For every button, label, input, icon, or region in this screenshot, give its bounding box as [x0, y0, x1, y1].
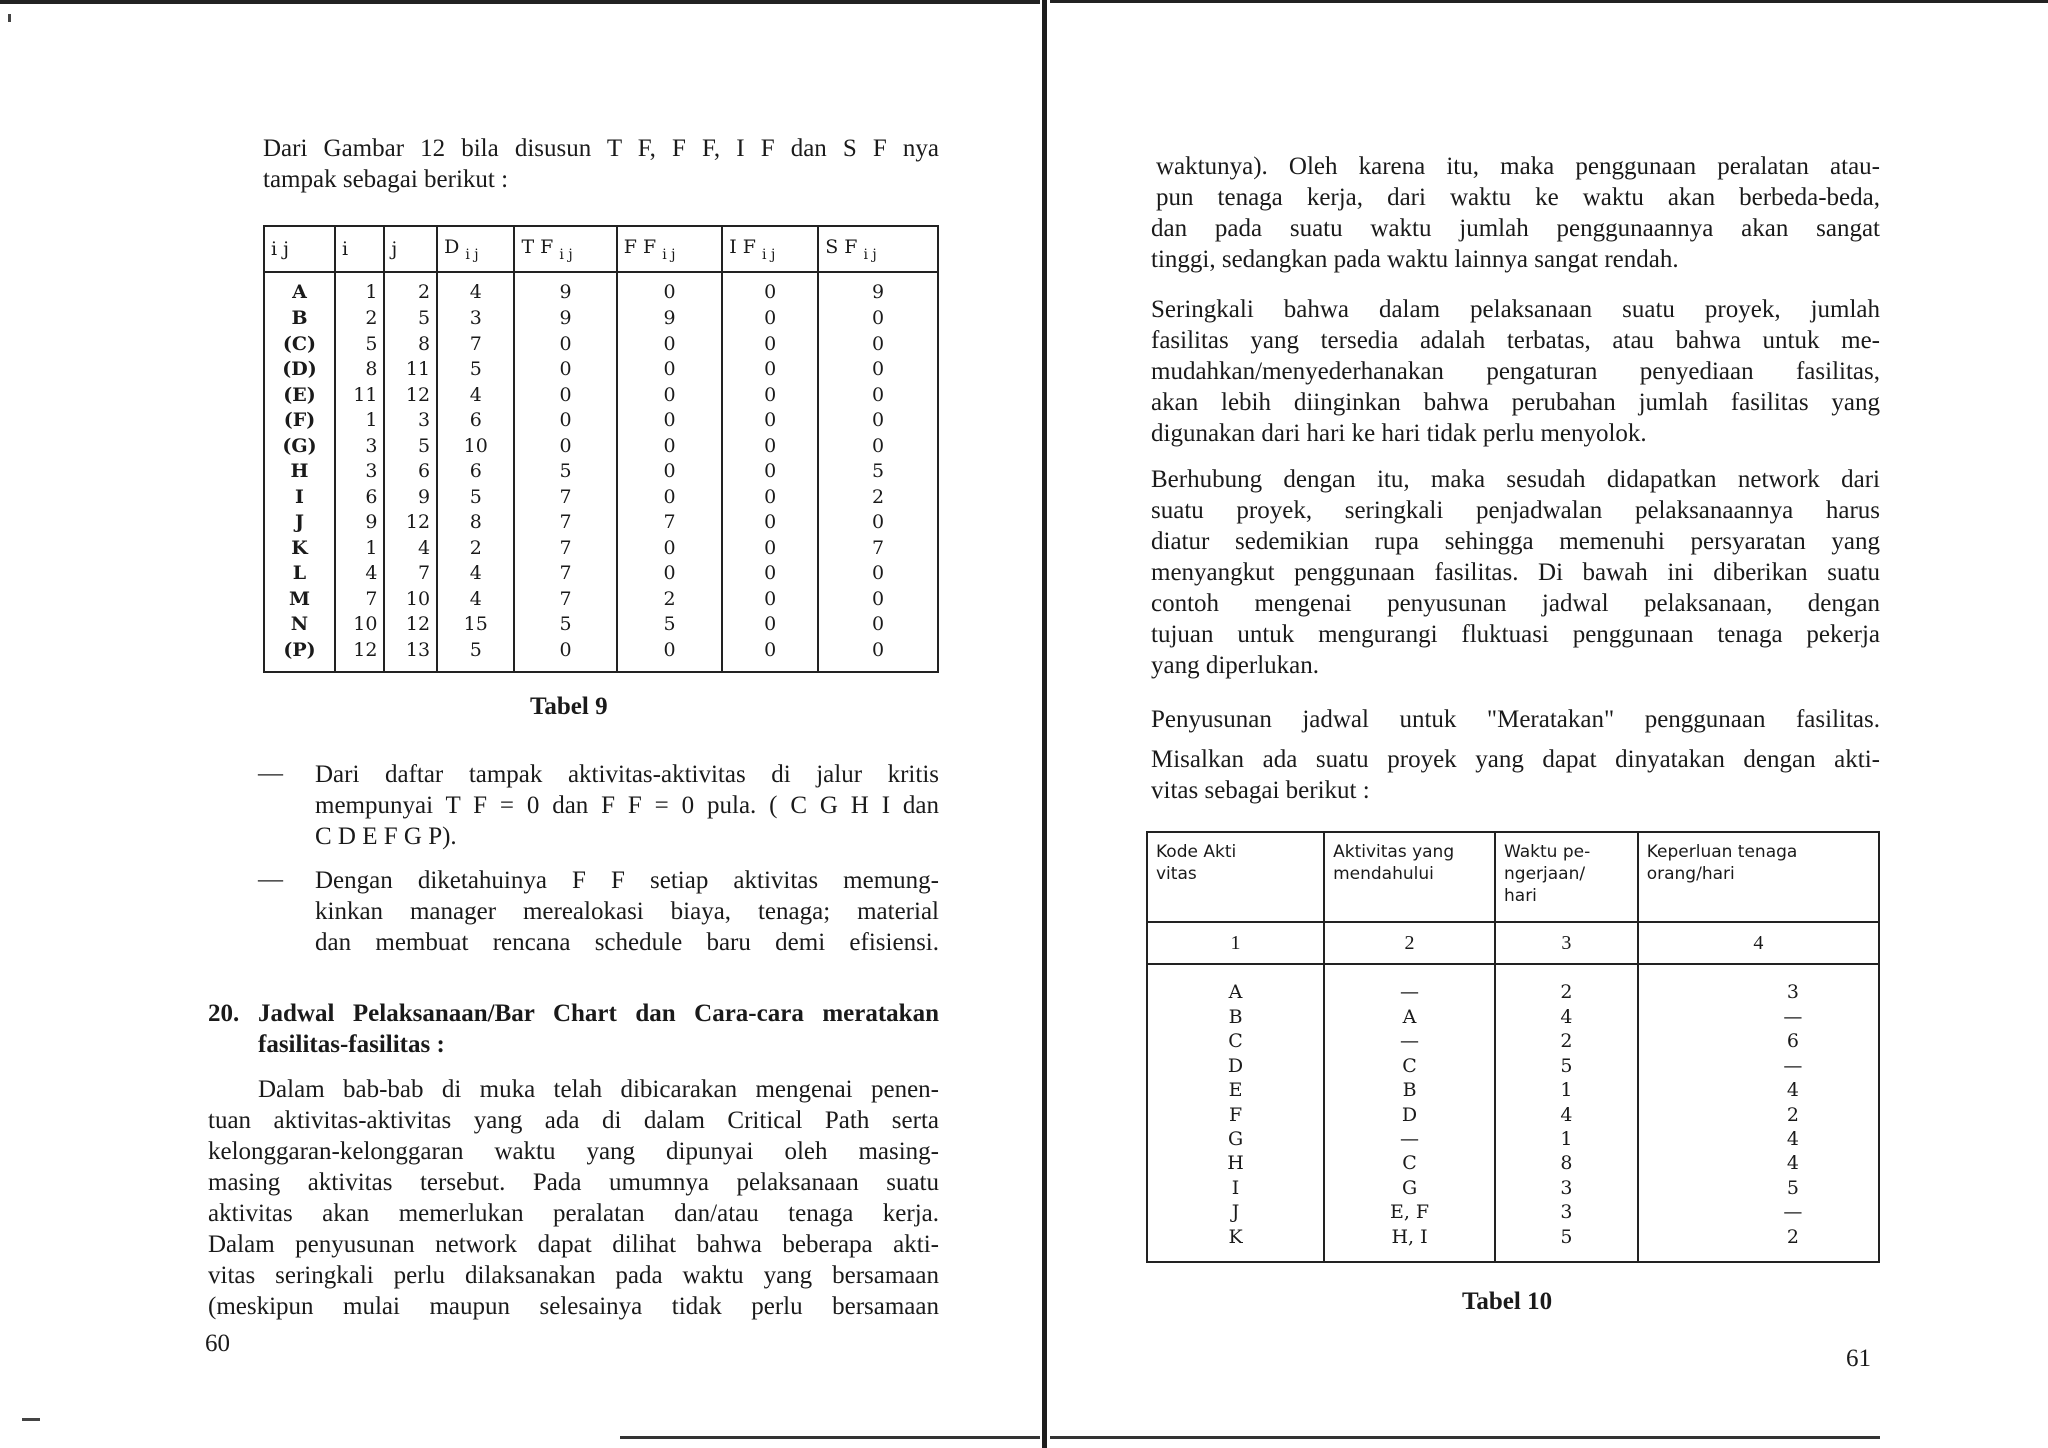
body-line: tuan aktivitas-aktivitas yang ada di dalam Critical Path serta	[208, 1107, 939, 1134]
table-cell: 0	[818, 435, 938, 461]
table-cell: 0	[818, 333, 938, 359]
table-cell: 2	[818, 486, 938, 512]
table-cell: 7	[514, 537, 616, 563]
table-cell: 2	[1495, 964, 1638, 1005]
table-cell: 3	[1638, 964, 1879, 1005]
table-row	[264, 409, 938, 435]
table-cell: 4	[437, 588, 514, 614]
table-cell: B	[264, 307, 335, 333]
table-cell: 0	[722, 272, 818, 307]
table-cell: 5	[514, 613, 616, 639]
body-line: Dalam bab-bab di muka telah dibicarakan mengenai penen-	[258, 1076, 939, 1103]
table-cell: 2	[437, 537, 514, 563]
bottom-edge-left	[620, 1436, 1040, 1439]
table-cell: G	[1324, 1176, 1495, 1200]
table-cell: A	[1324, 1005, 1495, 1029]
table-cell: 0	[722, 358, 818, 384]
table-cell: 5	[514, 460, 616, 486]
table-cell: A	[264, 272, 335, 307]
table-cell: 5	[1495, 1225, 1638, 1262]
table-9-caption: Tabel 9	[530, 693, 608, 720]
column-header-label: I F	[729, 235, 756, 258]
table-cell: 12	[384, 613, 437, 639]
table-cell: 0	[514, 409, 616, 435]
table-cell: 7	[514, 562, 616, 588]
table-cell: 4	[1638, 1079, 1879, 1103]
table-cell: A	[1147, 964, 1324, 1005]
column-header	[818, 226, 938, 272]
column-header-subscript: i j	[863, 246, 877, 263]
table-cell: 0	[722, 511, 818, 537]
bullet-2-line-2: kinkan manager merealokasi biaya, tenaga; material	[315, 898, 939, 925]
table-cell: 0	[722, 537, 818, 563]
table-cell: 7	[514, 588, 616, 614]
table-cell: —	[1638, 1005, 1879, 1029]
scan-speck	[8, 14, 11, 22]
table-cell: 7	[617, 511, 722, 537]
table-row	[264, 307, 938, 333]
bullet-dash-1: —	[258, 760, 283, 787]
column-header-label: F F	[623, 235, 657, 258]
bullet-1-line-1: Dari daftar tampak aktivitas-aktivitas di jalur kritis	[315, 761, 939, 788]
column-header	[1147, 832, 1324, 922]
table-cell: 2	[1638, 1225, 1879, 1262]
table-cell: 2	[335, 307, 384, 333]
table-cell: I	[264, 486, 335, 512]
table-cell: C	[1324, 1152, 1495, 1176]
table-cell: 3	[384, 409, 437, 435]
table-cell: 4	[1638, 1152, 1879, 1176]
table-cell: (E)	[264, 384, 335, 410]
table-row	[264, 486, 938, 512]
intro-line-1: Dari Gambar 12 bila disusun T F, F F, I F dan S F nya	[263, 135, 939, 162]
table-cell: 0	[818, 307, 938, 333]
table-9	[263, 225, 939, 673]
table-row	[1147, 1005, 1879, 1029]
table-cell: 8	[437, 511, 514, 537]
table-cell: 5	[437, 358, 514, 384]
para4-line: Penyusunan jadwal untuk "Meratakan" penggunaan fasilitas.	[1151, 706, 1880, 733]
column-number-row	[1147, 922, 1879, 964]
table-cell: (C)	[264, 333, 335, 359]
table-cell: 13	[384, 639, 437, 672]
table-cell: 0	[722, 639, 818, 672]
body-line: kelonggaran-kelonggaran waktu yang dipunyai oleh masing-	[208, 1138, 939, 1165]
table-cell: 0	[722, 333, 818, 359]
table-cell: 7	[514, 511, 616, 537]
table-cell: 6	[1638, 1030, 1879, 1054]
table-cell: 10	[384, 588, 437, 614]
table-cell: 5	[617, 613, 722, 639]
column-header-line: Kode Akti	[1156, 842, 1237, 862]
table-cell: 3	[437, 307, 514, 333]
para3-line: menyangkut penggunaan fasilitas. Di bawah ini diberikan suatu	[1151, 559, 1880, 586]
table-cell: E	[1147, 1079, 1324, 1103]
section-title-line-2: fasilitas-fasilitas :	[258, 1031, 445, 1058]
table-row	[264, 460, 938, 486]
bullet-2-line-1: Dengan diketahuinya F F setiap aktivitas memung-	[315, 867, 939, 894]
table-cell: 1	[1495, 1079, 1638, 1103]
column-header	[514, 226, 616, 272]
table-cell: 3	[1495, 1200, 1638, 1224]
para1-line: dan pada suatu waktu jumlah penggunaannya akan sangat	[1151, 215, 1880, 242]
table-row	[1147, 1079, 1879, 1103]
table-cell: 0	[617, 384, 722, 410]
table-cell: 11	[335, 384, 384, 410]
table-cell: 5	[384, 307, 437, 333]
body-line: aktivitas akan memerlukan peralatan dan/atau tenaga kerja.	[208, 1200, 939, 1227]
page-number-right: 61	[1846, 1345, 1871, 1372]
table-cell: 12	[384, 384, 437, 410]
table-cell: 0	[514, 435, 616, 461]
table-cell: D	[1324, 1103, 1495, 1127]
table-cell: 0	[617, 272, 722, 307]
table-cell: (P)	[264, 639, 335, 672]
table-cell: —	[1324, 964, 1495, 1005]
table-cell: 7	[384, 562, 437, 588]
table-cell: 0	[514, 639, 616, 672]
column-header-label: i j	[271, 238, 290, 260]
table-cell: —	[1638, 1200, 1879, 1224]
section-number: 20.	[208, 1000, 240, 1027]
para2-line: mudahkan/menyederhanakan pengaturan penyediaan fasilitas,	[1151, 358, 1880, 385]
table-cell: 9	[335, 511, 384, 537]
bottom-edge-right	[1050, 1436, 1880, 1439]
para3-line: tujuan untuk mengurangi fluktuasi penggunaan tenaga pekerja	[1151, 621, 1880, 648]
column-header-label: D	[444, 235, 460, 258]
table-cell: 9	[617, 307, 722, 333]
table-row	[1147, 1054, 1879, 1078]
table-cell: 4	[437, 272, 514, 307]
table-cell: N	[264, 613, 335, 639]
table-cell: 6	[384, 460, 437, 486]
table-cell: K	[1147, 1225, 1324, 1262]
table-cell: 0	[722, 486, 818, 512]
column-header	[1638, 832, 1879, 922]
table-row	[264, 384, 938, 410]
table-cell: 0	[617, 460, 722, 486]
table-row	[1147, 1225, 1879, 1262]
table-cell: 2	[1638, 1103, 1879, 1127]
para2-line: fasilitas yang tersedia adalah terbatas, atau bahwa untuk me-	[1151, 327, 1880, 354]
table-cell: 4	[1638, 1127, 1879, 1151]
table-cell: F	[1147, 1103, 1324, 1127]
table-cell: 5	[437, 486, 514, 512]
table-cell: 8	[1495, 1152, 1638, 1176]
table-row	[1147, 964, 1879, 1005]
table-cell: 0	[818, 639, 938, 672]
column-header-subscript: i j	[662, 246, 676, 263]
column-header-subscript: i j	[559, 246, 573, 263]
table-cell: 0	[514, 384, 616, 410]
column-header-line: mendahului	[1333, 864, 1434, 884]
table-10	[1146, 831, 1880, 1263]
table-cell: 0	[818, 384, 938, 410]
table-cell: 7	[818, 537, 938, 563]
para3-line: suatu proyek, seringkali penjadwalan pelaksanaannya harus	[1151, 497, 1880, 524]
table-cell: 3	[335, 460, 384, 486]
table-cell: (F)	[264, 409, 335, 435]
bullet-dash-2: —	[258, 866, 283, 893]
scan-speck	[22, 1418, 40, 1421]
table-cell: 4	[384, 537, 437, 563]
para5-line: Misalkan ada suatu proyek yang dapat dinyatakan dengan akti-	[1151, 746, 1880, 773]
table-cell: J	[264, 511, 335, 537]
bullet-1-line-2: mempunyai T F = 0 dan F F = 0 pula. ( C G H I dan	[315, 792, 939, 819]
para3-line: yang diperlukan.	[1151, 652, 1320, 679]
column-header	[264, 226, 335, 272]
table-cell: J	[1147, 1200, 1324, 1224]
table-row	[264, 639, 938, 672]
column-header-label: S F	[825, 235, 858, 258]
para1-line: pun tenaga kerja, dari waktu ke waktu akan berbeda-beda,	[1156, 184, 1880, 211]
column-header	[1495, 832, 1638, 922]
table-cell: 4	[1495, 1005, 1638, 1029]
table-cell: D	[1147, 1054, 1324, 1078]
table-cell: 7	[335, 588, 384, 614]
table-cell: B	[1324, 1079, 1495, 1103]
table-cell: 15	[437, 613, 514, 639]
column-header	[722, 226, 818, 272]
para2-line: digunakan dari hari ke hari tidak perlu menyolok.	[1151, 420, 1647, 447]
table-cell: 12	[384, 511, 437, 537]
column-header-line: Keperluan tenaga	[1646, 842, 1798, 862]
column-header-line: orang/hari	[1646, 864, 1735, 884]
column-header-subscript: i j	[465, 246, 479, 263]
column-header-line: hari	[1504, 886, 1537, 906]
table-cell: 0	[722, 307, 818, 333]
table-cell: 10	[437, 435, 514, 461]
table-cell: 4	[335, 562, 384, 588]
table-cell: 3	[1495, 1176, 1638, 1200]
column-header-label: T F	[521, 235, 554, 258]
table-cell: 5	[437, 639, 514, 672]
table-10-caption: Tabel 10	[1462, 1288, 1553, 1315]
table-row	[264, 435, 938, 461]
table-cell: 6	[335, 486, 384, 512]
table-cell: 0	[722, 562, 818, 588]
table-cell: E, F	[1324, 1200, 1495, 1224]
body-line: vitas seringkali perlu dilaksanakan pada waktu yang bersamaan	[208, 1262, 939, 1289]
table-cell: 1	[335, 537, 384, 563]
page-number-left: 60	[205, 1330, 230, 1357]
table-header-row	[1147, 832, 1879, 922]
section-title-line-1: Jadwal Pelaksanaan/Bar Chart dan Cara-cara meratakan	[258, 1000, 939, 1027]
table-cell: 6	[437, 409, 514, 435]
table-cell: 7	[514, 486, 616, 512]
table-row	[264, 272, 938, 307]
column-header-subscript: i j	[762, 246, 776, 263]
column-header-line: Waktu pe-	[1504, 842, 1591, 862]
table-row	[1147, 1103, 1879, 1127]
body-line: (meskipun mulai maupun selesainya tidak perlu bersamaan	[208, 1293, 939, 1320]
table-cell: 0	[818, 511, 938, 537]
table-cell: 2	[617, 588, 722, 614]
para2-line: Seringkali bahwa dalam pelaksanaan suatu proyek, jumlah	[1151, 296, 1880, 323]
table-cell: 0	[617, 639, 722, 672]
intro-line-2: tampak sebagai berikut :	[263, 166, 509, 193]
para2-line: akan lebih diinginkan bahwa perubahan jumlah fasilitas yang	[1151, 389, 1880, 416]
table-cell: I	[1147, 1176, 1324, 1200]
table-cell: 0	[617, 486, 722, 512]
table-cell: 0	[722, 613, 818, 639]
table-cell: —	[1638, 1054, 1879, 1078]
column-header-line: Aktivitas yang	[1333, 842, 1455, 862]
table-cell: G	[1147, 1127, 1324, 1151]
table-cell: 0	[722, 460, 818, 486]
table-row	[264, 537, 938, 563]
table-cell: 9	[514, 272, 616, 307]
table-row	[264, 511, 938, 537]
table-cell: 9	[818, 272, 938, 307]
table-cell: 5	[384, 435, 437, 461]
table-cell: —	[1324, 1030, 1495, 1054]
table-cell: 4	[437, 562, 514, 588]
table-cell: 0	[722, 435, 818, 461]
para3-line: contoh mengenai penyusunan jadwal pelaksanaan, dengan	[1151, 590, 1880, 617]
table-cell: 0	[514, 358, 616, 384]
table-cell: —	[1324, 1127, 1495, 1151]
column-header	[617, 226, 722, 272]
column-number: 1	[1147, 922, 1324, 964]
table-cell: M	[264, 588, 335, 614]
bullet-1-line-3: C D E F G P).	[315, 823, 457, 850]
table-cell: 5	[1638, 1176, 1879, 1200]
table-cell: 0	[722, 384, 818, 410]
table-row	[1147, 1030, 1879, 1054]
column-header-line: ngerjaan/	[1504, 864, 1586, 884]
para3-line: diatur sedemikian rupa sehingga memenuhi persyaratan yang	[1151, 528, 1880, 555]
table-cell: 12	[335, 639, 384, 672]
bullet-2-line-3: dan membuat rencana schedule baru demi efisiensi.	[315, 929, 939, 956]
table-row	[1147, 1127, 1879, 1151]
table-cell: 1	[335, 272, 384, 307]
table-cell: H	[264, 460, 335, 486]
table-cell: 4	[437, 384, 514, 410]
para3-line: Berhubung dengan itu, maka sesudah didapatkan network dari	[1151, 466, 1880, 493]
table-cell: H, I	[1324, 1225, 1495, 1262]
table-cell: 8	[384, 333, 437, 359]
table-cell: L	[264, 562, 335, 588]
column-header	[384, 226, 437, 272]
table-row	[264, 562, 938, 588]
table-row	[1147, 1152, 1879, 1176]
column-header-label: i	[341, 238, 349, 260]
table-cell: B	[1147, 1005, 1324, 1029]
table-cell: C	[1324, 1054, 1495, 1078]
table-cell: 0	[818, 409, 938, 435]
column-header-line: vitas	[1156, 864, 1197, 884]
table-cell: 5	[818, 460, 938, 486]
para5-line: vitas sebagai berikut :	[1151, 777, 1370, 804]
table-row	[1147, 1200, 1879, 1224]
table-cell: C	[1147, 1030, 1324, 1054]
table-cell: 4	[1495, 1103, 1638, 1127]
column-header	[1324, 832, 1495, 922]
column-number: 2	[1324, 922, 1495, 964]
column-header-label: j	[391, 238, 398, 260]
body-line: masing aktivitas tersebut. Pada umumnya pelaksanaan suatu	[208, 1169, 939, 1196]
table-cell: (G)	[264, 435, 335, 461]
table-cell: 8	[335, 358, 384, 384]
table-cell: 2	[1495, 1030, 1638, 1054]
table-cell: 0	[818, 562, 938, 588]
table-cell: 10	[335, 613, 384, 639]
table-cell: 9	[384, 486, 437, 512]
table-cell: 6	[437, 460, 514, 486]
column-number: 3	[1495, 922, 1638, 964]
table-cell: 1	[1495, 1127, 1638, 1151]
table-cell: (D)	[264, 358, 335, 384]
table-cell: 0	[818, 613, 938, 639]
table-row	[264, 358, 938, 384]
table-cell: 0	[617, 435, 722, 461]
table-cell: 11	[384, 358, 437, 384]
top-edge-right	[1050, 0, 2048, 3]
table-cell: 0	[722, 409, 818, 435]
para1-line: waktunya). Oleh karena itu, maka penggunaan peralatan atau-	[1156, 153, 1880, 180]
table-cell: 5	[1495, 1054, 1638, 1078]
body-line: Dalam penyusunan network dapat dilihat bahwa beberapa akti-	[208, 1231, 939, 1258]
para1-line: tinggi, sedangkan pada waktu lainnya sangat rendah.	[1151, 246, 1679, 273]
table-cell: K	[264, 537, 335, 563]
table-row	[1147, 1176, 1879, 1200]
column-number: 4	[1638, 922, 1879, 964]
table-cell: 1	[335, 409, 384, 435]
table-row	[264, 333, 938, 359]
column-header	[437, 226, 514, 272]
table-cell: 0	[818, 588, 938, 614]
table-header-row	[264, 226, 938, 272]
table-cell: 2	[384, 272, 437, 307]
table-cell: H	[1147, 1152, 1324, 1176]
table-row	[264, 588, 938, 614]
table-cell: 3	[335, 435, 384, 461]
table-cell: 5	[335, 333, 384, 359]
table-cell: 0	[617, 409, 722, 435]
table-cell: 0	[617, 537, 722, 563]
book-spine	[1042, 0, 1047, 1448]
column-header	[335, 226, 384, 272]
table-cell: 0	[722, 588, 818, 614]
table-cell: 7	[437, 333, 514, 359]
table-cell: 0	[514, 333, 616, 359]
top-edge-left	[0, 0, 1040, 4]
table-cell: 0	[617, 358, 722, 384]
table-row	[264, 613, 938, 639]
table-cell: 9	[514, 307, 616, 333]
table-cell: 0	[818, 358, 938, 384]
table-cell: 0	[617, 562, 722, 588]
table-cell: 0	[617, 333, 722, 359]
